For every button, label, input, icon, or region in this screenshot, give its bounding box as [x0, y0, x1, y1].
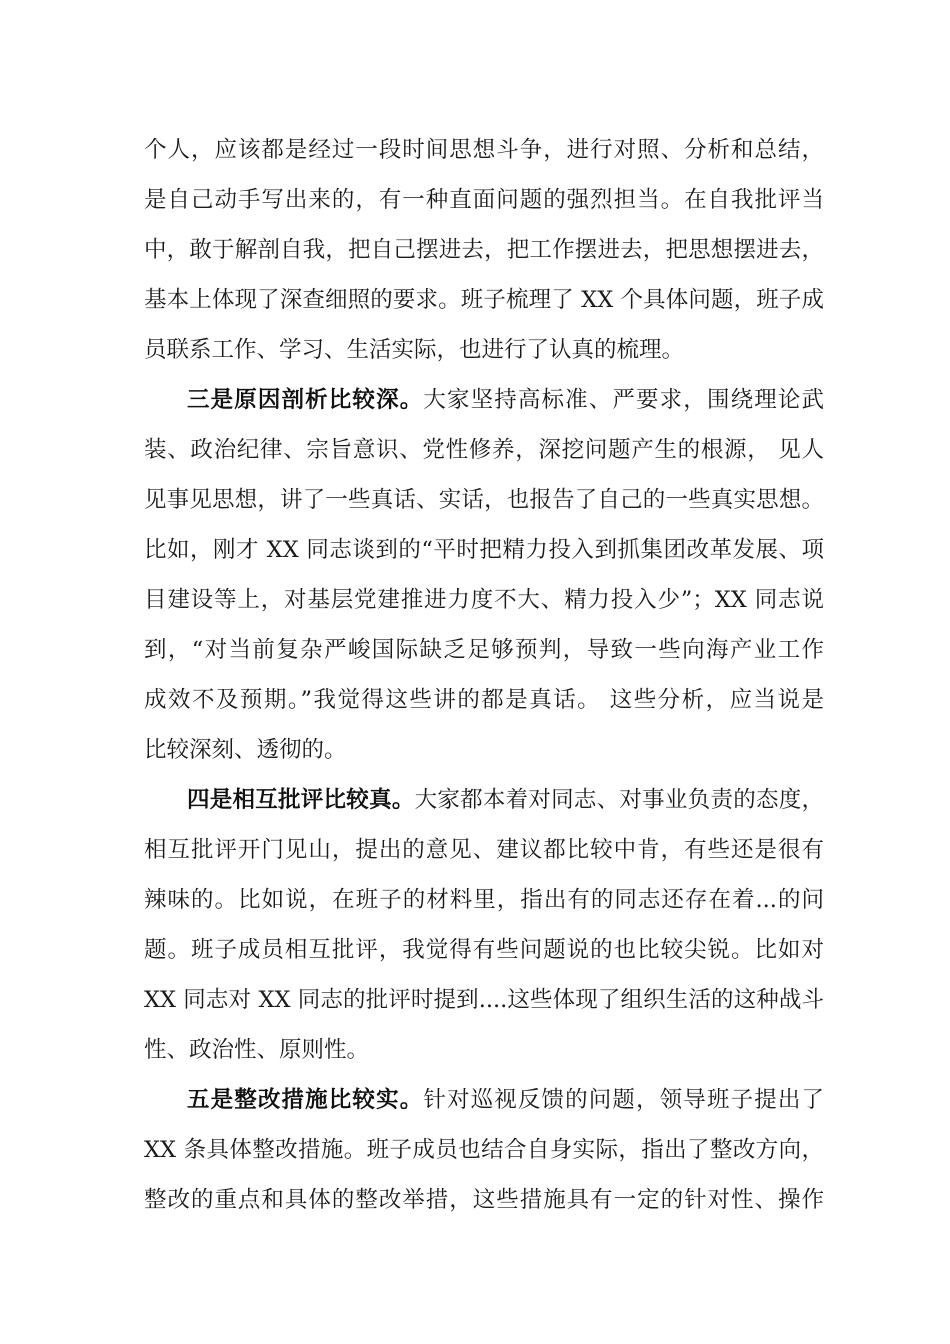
text-line: 比如，刚才 XX 同志谈到的“平时把精力投入到抓集团改革发展、项 — [144, 537, 824, 563]
text-line: 到，“对当前复杂严峻国际缺乏足够预判，导致一些向海产业工作 — [144, 637, 824, 663]
text-line: XX 同志对 XX 同志的批评时提到....这些体现了组织生活的这种战斗 — [144, 987, 824, 1013]
text-line: 是自己动手写出来的，有一种直面问题的强烈担当。在自我批评当 — [144, 187, 824, 213]
text-line: 中，敢于解剖自我，把自己摆进去，把工作摆进去，把思想摆进去， — [144, 237, 824, 263]
paragraph-lead: 三是原因剖析比较深。 — [187, 387, 424, 413]
paragraph-first-line-text: 针对巡视反馈的问题，领导班子提出了 — [423, 1087, 824, 1113]
text-line: 整改的重点和具体的整改举措，这些措施具有一定的针对性、操作 — [144, 1187, 824, 1213]
text-line: 基本上体现了深查细照的要求。班子梳理了 XX 个具体问题，班子成 — [144, 287, 824, 313]
paragraph-first-line — [187, 380, 824, 420]
paragraph-lead: 四是相互批评比较真。 — [187, 787, 415, 813]
paragraph-first-line-text: 大家坚持高标准、严要求，围绕理论武 — [423, 387, 824, 413]
text-line: 目建设等上，对基层党建推进力度不大、精力投入少”；XX 同志说 — [144, 587, 824, 613]
text-line: 见事见思想，讲了一些真话、实话，也报告了自己的一些真实思想。 — [144, 487, 824, 513]
text-line: 装、政治纪律、宗旨意识、党性修养，深挖问题产生的根源， 见人 — [144, 437, 824, 463]
text-line: 相互批评开门见山，提出的意见、建议都比较中肯，有些还是很有 — [144, 837, 824, 863]
paragraph-first-line — [187, 1080, 824, 1120]
text-line: 辣味的。比如说，在班子的材料里，指出有的同志还存在着...的问 — [144, 887, 824, 913]
text-line: 员联系工作、学习、生活实际，也进行了认真的梳理。 — [144, 337, 685, 363]
text-line: 比较深刻、透彻的。 — [144, 737, 347, 763]
paragraph-first-line-text: 大家都本着对同志、对事业负责的态度， — [414, 787, 824, 813]
paragraph-lead: 五是整改措施比较实。 — [187, 1087, 424, 1113]
text-line: 性、政治性、原则性。 — [144, 1037, 370, 1063]
text-line: XX 条具体整改措施。班子成员也结合自身实际，指出了整改方向， — [144, 1137, 824, 1163]
paragraph-first-line — [187, 780, 824, 820]
text-line: 个人，应该都是经过一段时间思想斗争，进行对照、分析和总结， — [144, 137, 824, 163]
text-line: 题。班子成员相互批评，我觉得有些问题说的也比较尖锐。比如对 — [144, 937, 824, 963]
text-line: 成效不及预期。”我觉得这些讲的都是真话。 这些分析，应当说是 — [144, 687, 824, 713]
